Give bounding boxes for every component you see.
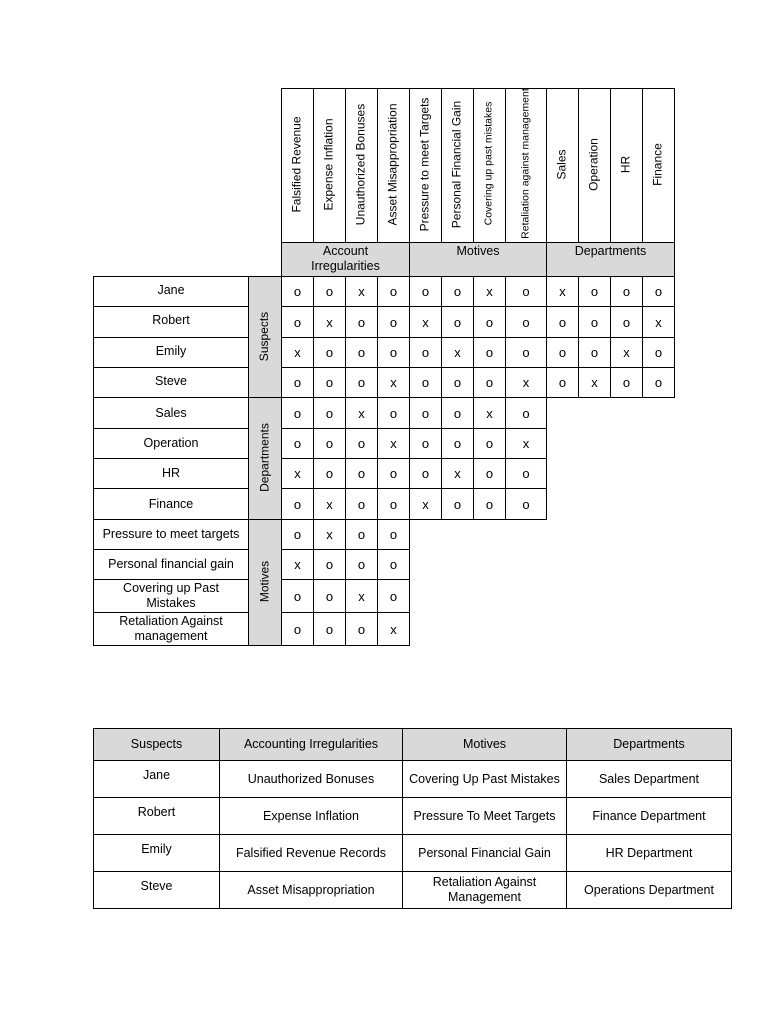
grid-mark-cell: x — [473, 276, 506, 307]
grid-mark-cell: o — [313, 397, 346, 429]
grid-mark-cell: o — [345, 612, 378, 646]
grid-mark-cell: o — [313, 367, 346, 398]
column-header — [345, 88, 378, 243]
grid-mark-cell: o — [505, 276, 547, 307]
grid-mark-cell: o — [473, 428, 506, 459]
grid-mark-cell: x — [281, 549, 314, 580]
grid-mark-cell: o — [578, 337, 611, 368]
column-header — [642, 88, 675, 243]
grid-mark-cell: x — [281, 337, 314, 368]
grid-mark-cell: o — [313, 579, 346, 613]
grid-mark-cell: o — [377, 488, 410, 520]
grid-mark-cell: o — [409, 367, 442, 398]
grid-mark-cell: o — [409, 337, 442, 368]
solution-irregularity: Expense Inflation — [220, 798, 403, 835]
solution-suspect: Jane — [94, 761, 220, 798]
row-label: HR — [93, 458, 249, 489]
grid-mark-cell: o — [546, 337, 579, 368]
grid-mark-cell: o — [409, 276, 442, 307]
grid-mark-cell: o — [578, 276, 611, 307]
solution-row — [94, 872, 732, 909]
grid-mark-cell: o — [377, 579, 410, 613]
grid-mark-cell: o — [473, 367, 506, 398]
solution-header-motives: Motives — [403, 729, 567, 761]
grid-mark-cell: x — [578, 367, 611, 398]
grid-mark-cell: x — [546, 276, 579, 307]
grid-mark-cell: o — [409, 458, 442, 489]
grid-mark-cell: x — [610, 337, 643, 368]
column-header-label: Retaliation against management — [519, 88, 531, 239]
solution-motive: Pressure To Meet Targets — [403, 798, 567, 835]
column-header-label: Unauthorized Bonuses — [353, 103, 368, 226]
column-group-header: Account Irregularities — [281, 242, 410, 277]
column-header — [578, 88, 611, 243]
grid-mark-cell: x — [642, 306, 675, 338]
solution-row — [94, 761, 732, 798]
grid-mark-cell: o — [345, 519, 378, 550]
row-group-header — [248, 276, 282, 398]
row-group-header — [248, 397, 282, 520]
grid-mark-cell: o — [409, 397, 442, 429]
grid-mark-cell: o — [441, 306, 474, 338]
row-group-label: Motives — [257, 560, 271, 603]
grid-mark-cell: o — [377, 397, 410, 429]
grid-mark-cell: o — [505, 488, 547, 520]
grid-mark-cell: o — [313, 458, 346, 489]
column-header-label: Sales — [554, 149, 569, 180]
row-group-label: Departments — [257, 423, 271, 492]
grid-mark-cell: o — [345, 428, 378, 459]
grid-mark-cell: o — [377, 276, 410, 307]
solution-motive: Covering Up Past Mistakes — [403, 761, 567, 798]
solution-department: Finance Department — [567, 798, 732, 835]
grid-mark-cell: o — [281, 579, 314, 613]
grid-mark-cell: x — [473, 397, 506, 429]
row-label: Sales — [93, 397, 249, 429]
solution-header-departments: Departments — [567, 729, 732, 761]
grid-mark-cell: o — [642, 276, 675, 307]
column-header-label: Operation — [586, 138, 601, 191]
row-label: Operation — [93, 428, 249, 459]
row-label: Covering up Past Mistakes — [93, 579, 249, 613]
grid-mark-cell: x — [377, 428, 410, 459]
grid-mark-cell: o — [313, 428, 346, 459]
column-group-header: Departments — [546, 242, 675, 277]
grid-mark-cell: o — [473, 488, 506, 520]
grid-mark-cell: o — [377, 306, 410, 338]
column-header-label: Personal Financial Gain — [449, 100, 464, 229]
grid-mark-cell: x — [281, 458, 314, 489]
column-header — [281, 88, 314, 243]
column-header-label: Asset Misappropriation — [385, 103, 400, 226]
grid-mark-cell: x — [345, 397, 378, 429]
row-label: Emily — [93, 337, 249, 368]
grid-mark-cell: o — [377, 458, 410, 489]
grid-mark-cell: o — [441, 428, 474, 459]
grid-mark-cell: o — [610, 306, 643, 338]
grid-mark-cell: o — [505, 397, 547, 429]
grid-mark-cell: o — [281, 367, 314, 398]
solution-suspect: Emily — [94, 835, 220, 872]
grid-mark-cell: o — [473, 458, 506, 489]
column-header-label: Covering up past mistakes — [482, 101, 495, 226]
column-header — [441, 88, 474, 243]
grid-mark-cell: o — [377, 519, 410, 550]
grid-mark-cell: o — [578, 306, 611, 338]
solution-department: HR Department — [567, 835, 732, 872]
solution-header-row — [94, 729, 732, 761]
grid-mark-cell: o — [281, 306, 314, 338]
solution-row — [94, 835, 732, 872]
column-header-label: Falsified Revenue — [289, 116, 304, 213]
grid-mark-cell: o — [345, 337, 378, 368]
grid-mark-cell: o — [505, 306, 547, 338]
grid-mark-cell: o — [281, 519, 314, 550]
grid-mark-cell: o — [313, 612, 346, 646]
solution-header-irregularities: Accounting Irregularities — [220, 729, 403, 761]
grid-mark-cell: o — [313, 276, 346, 307]
grid-mark-cell: x — [377, 367, 410, 398]
row-group-label: Suspects — [257, 311, 271, 361]
grid-mark-cell: o — [313, 549, 346, 580]
grid-mark-cell: o — [345, 458, 378, 489]
column-header — [409, 88, 442, 243]
solution-row — [94, 798, 732, 835]
column-header — [546, 88, 579, 243]
grid-mark-cell: o — [345, 367, 378, 398]
solution-department: Operations Department — [567, 872, 732, 909]
grid-mark-cell: o — [441, 488, 474, 520]
column-header — [610, 88, 643, 243]
solution-motive: Retaliation Against Management — [403, 872, 567, 909]
grid-mark-cell: o — [281, 276, 314, 307]
grid-mark-cell: o — [377, 549, 410, 580]
grid-mark-cell: o — [281, 428, 314, 459]
grid-mark-cell: x — [313, 306, 346, 338]
solution-irregularity: Falsified Revenue Records — [220, 835, 403, 872]
solution-suspect: Steve — [94, 872, 220, 909]
grid-mark-cell: o — [546, 306, 579, 338]
row-label: Pressure to meet targets — [93, 519, 249, 550]
grid-mark-cell: x — [505, 428, 547, 459]
row-label: Steve — [93, 367, 249, 398]
row-label: Finance — [93, 488, 249, 520]
grid-mark-cell: o — [642, 337, 675, 368]
grid-mark-cell: x — [313, 519, 346, 550]
grid-mark-cell: o — [441, 367, 474, 398]
solution-irregularity: Unauthorized Bonuses — [220, 761, 403, 798]
grid-mark-cell: o — [281, 397, 314, 429]
grid-mark-cell: o — [505, 337, 547, 368]
grid-mark-cell: o — [473, 306, 506, 338]
grid-mark-cell: o — [281, 612, 314, 646]
grid-mark-cell: x — [345, 579, 378, 613]
grid-mark-cell: o — [345, 306, 378, 338]
grid-mark-cell: o — [345, 488, 378, 520]
solution-motive: Personal Financial Gain — [403, 835, 567, 872]
grid-mark-cell: x — [313, 488, 346, 520]
row-label: Personal financial gain — [93, 549, 249, 580]
column-header-label: Expense Inflation — [321, 118, 336, 211]
grid-mark-cell: x — [441, 458, 474, 489]
solution-suspect: Robert — [94, 798, 220, 835]
grid-mark-cell: o — [642, 367, 675, 398]
grid-mark-cell: o — [441, 276, 474, 307]
grid-mark-cell: x — [441, 337, 474, 368]
column-header-label: Finance — [650, 143, 665, 186]
grid-mark-cell: x — [345, 276, 378, 307]
grid-mark-cell: o — [409, 428, 442, 459]
column-header — [505, 88, 547, 243]
column-header — [473, 88, 506, 243]
column-header-label: Pressure to meet Targets — [417, 97, 432, 232]
column-header-label: HR — [618, 155, 633, 174]
grid-mark-cell: o — [505, 458, 547, 489]
solution-header-suspects: Suspects — [94, 729, 220, 761]
grid-mark-cell: x — [505, 367, 547, 398]
column-header — [313, 88, 346, 243]
grid-mark-cell: o — [345, 549, 378, 580]
grid-mark-cell: o — [473, 337, 506, 368]
solution-irregularity: Asset Misappropriation — [220, 872, 403, 909]
solution-department: Sales Department — [567, 761, 732, 798]
row-label: Robert — [93, 306, 249, 338]
grid-mark-cell: o — [313, 337, 346, 368]
grid-mark-cell: o — [546, 367, 579, 398]
row-label: Jane — [93, 276, 249, 307]
column-header — [377, 88, 410, 243]
grid-mark-cell: x — [409, 488, 442, 520]
solution-table — [93, 728, 732, 909]
row-group-header — [248, 519, 282, 646]
row-label: Retaliation Against management — [93, 612, 249, 646]
grid-mark-cell: x — [377, 612, 410, 646]
grid-mark-cell: o — [610, 367, 643, 398]
grid-mark-cell: o — [441, 397, 474, 429]
column-group-header: Motives — [409, 242, 547, 277]
grid-mark-cell: o — [281, 488, 314, 520]
grid-mark-cell: o — [610, 276, 643, 307]
grid-mark-cell: x — [409, 306, 442, 338]
grid-mark-cell: o — [377, 337, 410, 368]
